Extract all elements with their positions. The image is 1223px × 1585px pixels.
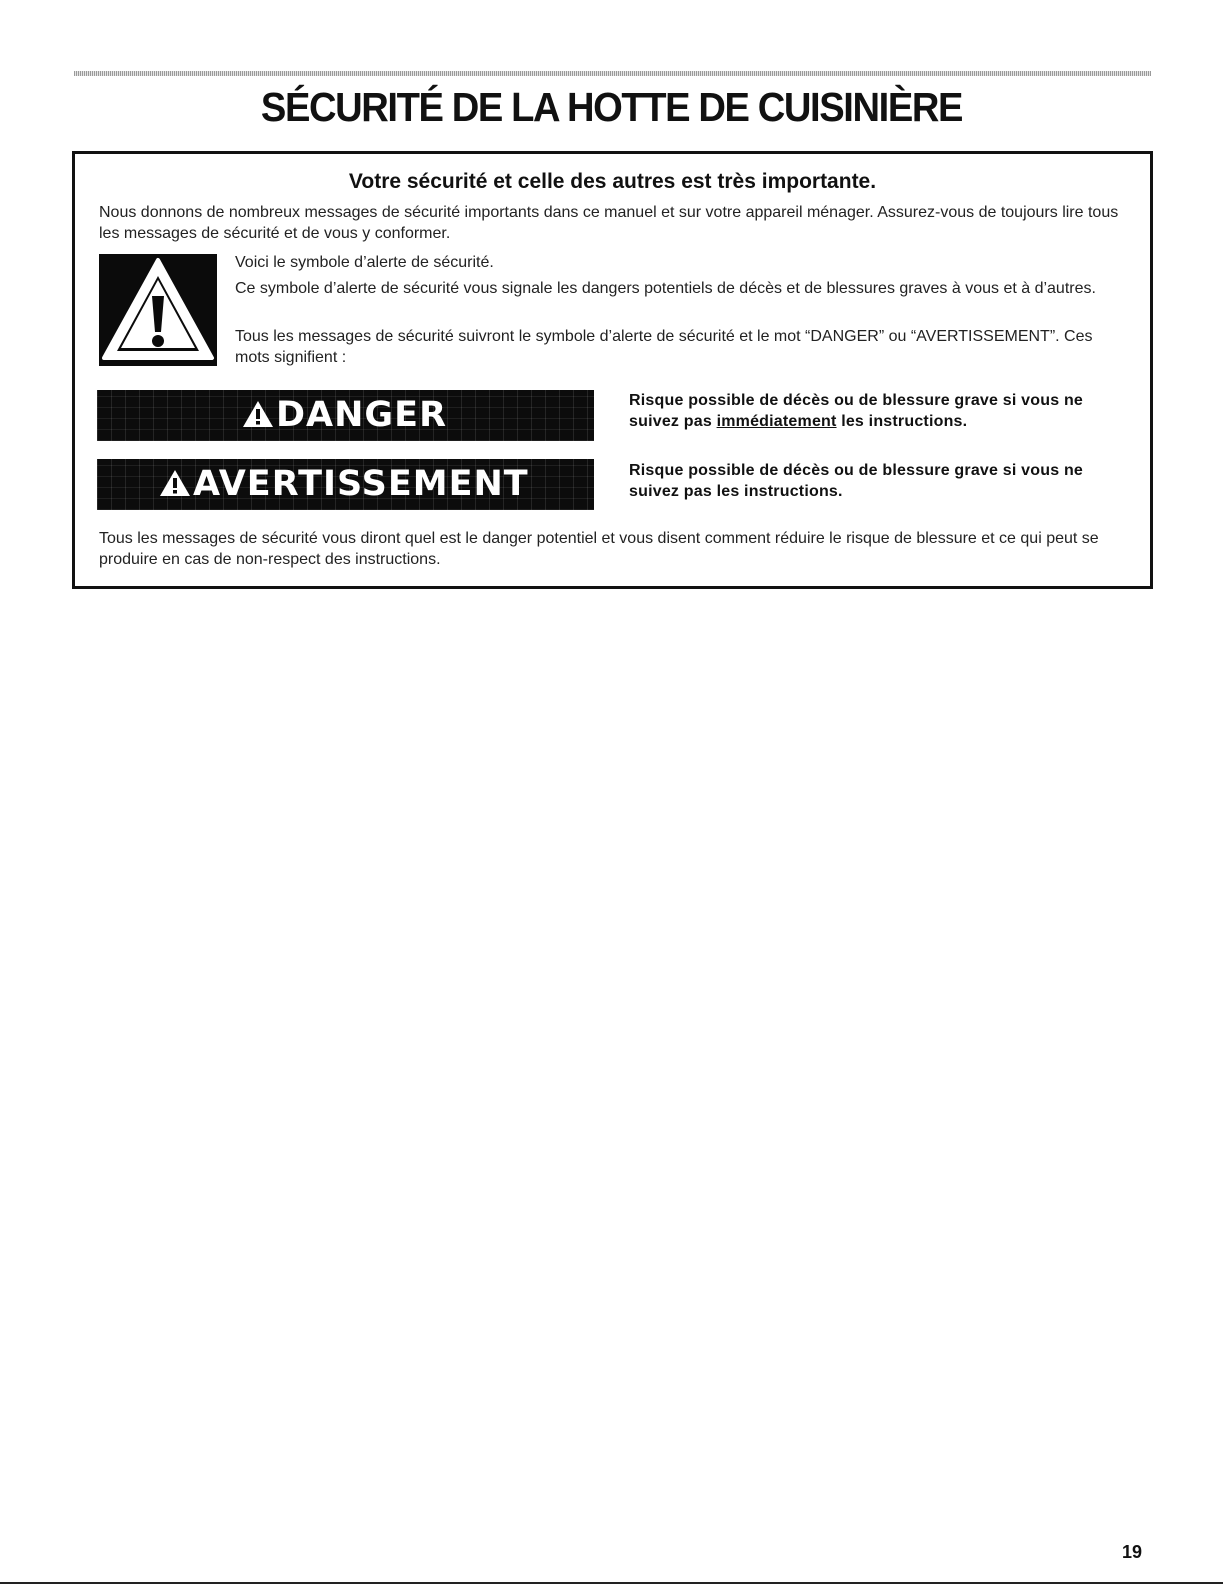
- safety-alert-triangle-icon: [99, 254, 217, 366]
- page-number: 19: [1122, 1542, 1143, 1562]
- warning-banner-label: [159, 459, 529, 510]
- danger-desc-underlined: immédiatement: [716, 413, 837, 430]
- danger-word: DANGER: [276, 395, 448, 435]
- symbol-description-2: Ce symbole d’alerte de sécurité vous signale les dangers potentiels de décès et de blessures graves à vous et à d’autres.: [235, 280, 1096, 297]
- warning-alert-icon: [159, 468, 191, 498]
- danger-desc-after: les instructions.: [836, 413, 968, 430]
- symbol-description-3: Tous les messages de sécurité suivront le symbole d’alerte de sécurité et le mot “DANGER” ou “AVERTISSEMENT”. Ces mots signifient :: [235, 328, 1093, 366]
- page-title: SÉCURITÉ DE LA HOTTE DE CUISINIÈRE: [260, 84, 963, 130]
- danger-desc-before: Risque possible de décès ou de blessure grave si vous ne suivez pas: [629, 392, 1084, 430]
- safety-notice-box: [72, 151, 1153, 589]
- safety-closing-text: Tous les messages de sécurité vous diront quel est le danger potentiel et vous disent comment réduire le risque de blessure et ce qui peut se produire en cas de non-respect des instructions.: [99, 530, 1099, 568]
- warning-word: AVERTISSEMENT: [193, 464, 529, 504]
- danger-alert-icon: [242, 399, 274, 429]
- safety-intro-text: Nous donnons de nombreux messages de sécurité importants dans ce manuel et sur votre appareil ménager. Assurez-vous de toujours lire tous les messages de sécurité et de vous y conformer.: [99, 204, 1119, 242]
- danger-banner-label: [242, 390, 447, 441]
- warning-description: Risque possible de décès ou de blessure grave si vous ne suivez pas les instructions.: [629, 462, 1084, 500]
- danger-banner: [97, 390, 594, 441]
- symbol-description-1: Voici le symbole d’alerte de sécurité.: [235, 254, 494, 271]
- bottom-divider-rule: [0, 1582, 1223, 1584]
- danger-description: [629, 390, 1134, 432]
- safety-box-heading: Votre sécurité et celle des autres est très importante.: [348, 170, 877, 193]
- warning-banner: [97, 459, 594, 510]
- top-divider-rule: [74, 71, 1151, 76]
